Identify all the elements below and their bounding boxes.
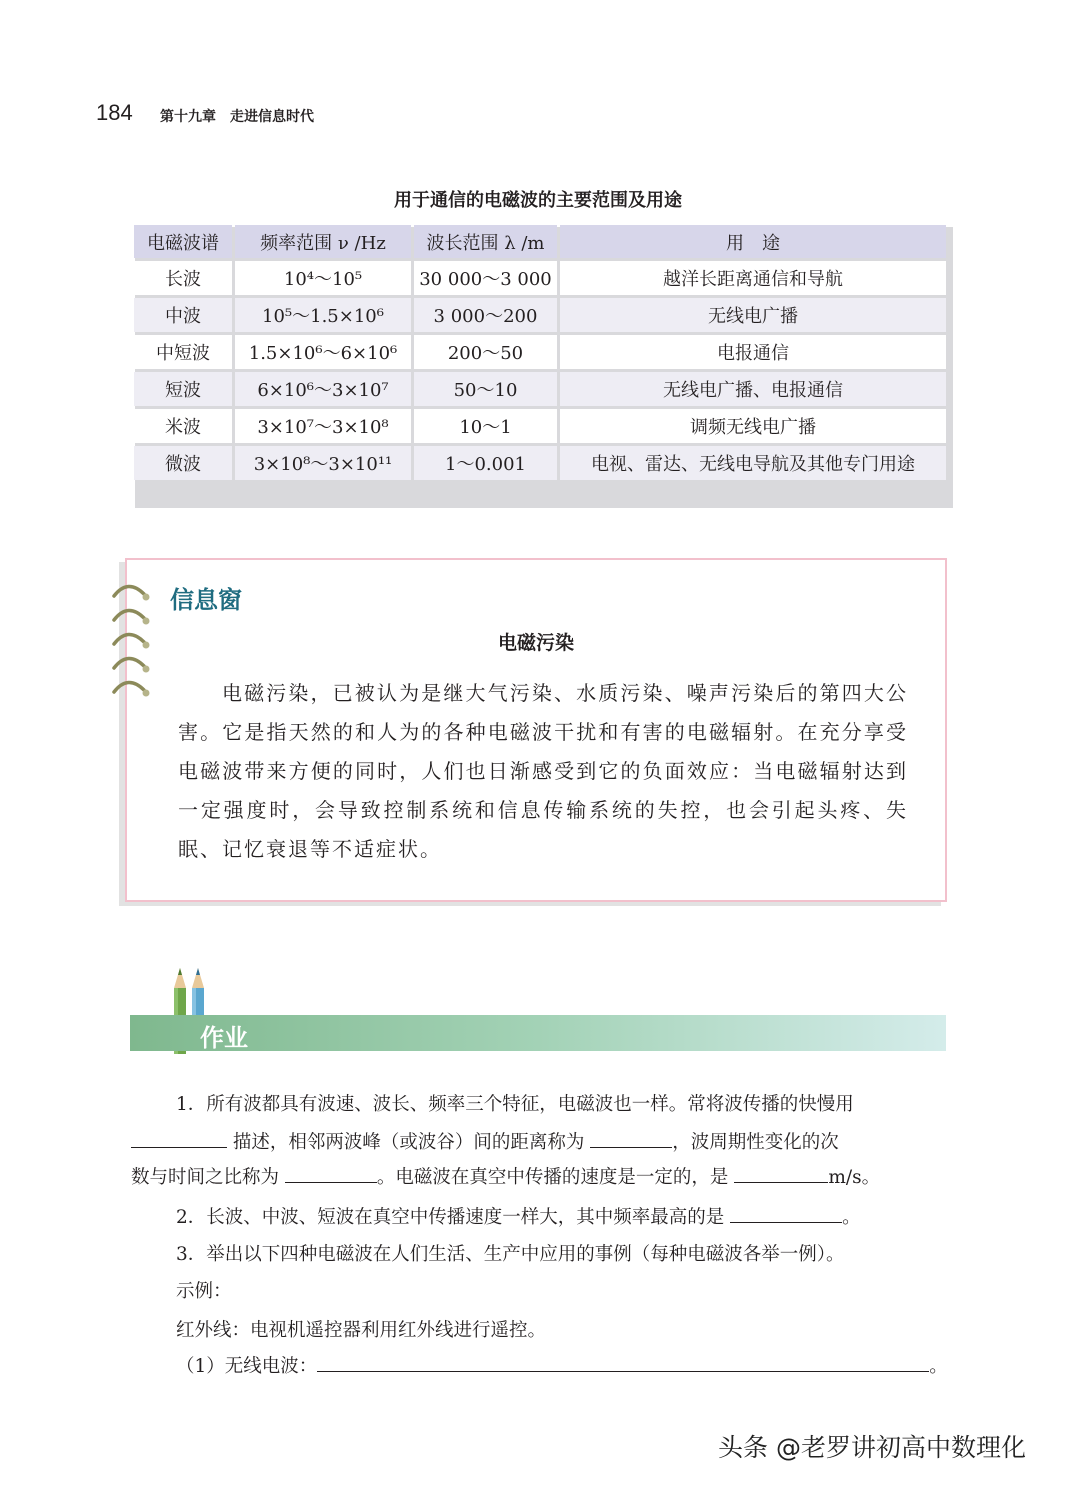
q1-line1: [176, 1090, 854, 1116]
table-row: [134, 335, 946, 369]
cell-wavelength: 1～0.001: [414, 446, 557, 480]
q1-text-2a: 描述，相邻两波峰（或波谷）间的距离称为: [232, 1132, 585, 1153]
table-row: [134, 372, 946, 406]
homework-banner: [130, 1015, 946, 1051]
info-window-subtitle: 电磁污染: [497, 632, 574, 654]
answer-blank-2[interactable]: [590, 1129, 672, 1148]
answer-blank-1[interactable]: [131, 1129, 227, 1148]
q1-text-2b: ，波周期性变化的次: [672, 1132, 839, 1153]
answer-blank-6[interactable]: [317, 1353, 929, 1372]
example-label: 示例：: [176, 1281, 232, 1302]
table-row: [134, 409, 946, 443]
page-number: 184: [96, 100, 133, 125]
answer-blank-3[interactable]: [285, 1164, 377, 1183]
q1-text-3c: m/s。: [828, 1167, 881, 1188]
cell-usage: 无线电广播、电报通信: [560, 372, 946, 406]
q1-text-3a: 数与时间之比称为: [131, 1167, 280, 1188]
cell-spectrum: 中波: [134, 298, 232, 332]
cell-frequency: 1.5×10⁶～6×10⁶: [235, 335, 411, 369]
q3-line: [176, 1240, 845, 1266]
answer-blank-5[interactable]: [730, 1204, 842, 1223]
chapter-title: 第十九章 走进信息时代: [160, 109, 314, 125]
table-row: [134, 446, 946, 480]
cell-spectrum: 中短波: [134, 335, 232, 369]
cell-usage: 调频无线电广播: [560, 409, 946, 443]
cell-spectrum: 微波: [134, 446, 232, 480]
cell-frequency: 10⁴～10⁵: [235, 261, 411, 295]
q1-text-1: 1．所有波都具有波速、波长、频率三个特征，电磁波也一样。常将波传播的快慢用: [176, 1094, 854, 1115]
cell-frequency: 3×10⁷～3×10⁸: [235, 409, 411, 443]
table-row: [134, 298, 946, 332]
q1-line2: [131, 1128, 839, 1154]
info-window-body: 电磁污染，已被认为是继大气污染、水质污染、噪声污染后的第四大公害。它是指天然的和人为的各种电磁波干扰和有害的电磁辐射。在充分享受电磁波带来方便的同时，人们也日渐感受到它的负面效应：当电磁辐射达到一定强度时，会导致控制系统和信息传输系统的失控，也会引起头疼、失眠、记忆衰退等不适症状。: [178, 681, 908, 861]
q3-text: 3．举出以下四种电磁波在人们生活、生产中应用的事例（每种电磁波各举一例）。: [176, 1244, 845, 1265]
cell-spectrum: 长波: [134, 261, 232, 295]
item1-label: （1）无线电波：: [176, 1356, 318, 1377]
cell-usage: 电报通信: [560, 335, 946, 369]
cell-wavelength: 30 000～3 000: [414, 261, 557, 295]
header-spectrum: 电磁波谱: [134, 225, 232, 258]
homework-title: 作业: [200, 1024, 248, 1052]
cell-frequency: 6×10⁶～3×10⁷: [235, 372, 411, 406]
table-row: [134, 261, 946, 295]
q2-text: 2．长波、中波、短波在真空中传播速度一样大，其中频率最高的是: [176, 1207, 725, 1228]
cell-usage: 无线电广播: [560, 298, 946, 332]
table-title: 用于通信的电磁波的主要范围及用途: [394, 190, 682, 211]
em-spectrum-table: [131, 222, 949, 483]
cell-wavelength: 3 000～200: [414, 298, 557, 332]
q1-line3: [131, 1163, 880, 1189]
q2-line: [176, 1203, 861, 1229]
cell-spectrum: 短波: [134, 372, 232, 406]
header-frequency: 频率范围 ν /Hz: [235, 225, 411, 258]
q3-item1: [176, 1352, 948, 1378]
cell-wavelength: 50～10: [414, 372, 557, 406]
info-window-title: 信息窗: [170, 586, 242, 614]
watermark: 头条 @老罗讲初高中数理化: [718, 1433, 1026, 1462]
cell-spectrum: 米波: [134, 409, 232, 443]
table-header-row: [134, 225, 946, 258]
cell-wavelength: 10～1: [414, 409, 557, 443]
example-text: 红外线：电视机遥控器利用红外线进行遥控。: [176, 1320, 547, 1341]
header-usage: 用 途: [560, 225, 946, 258]
item1-end: 。: [929, 1356, 948, 1377]
cell-usage: 电视、雷达、无线电导航及其他专门用途: [560, 446, 946, 480]
cell-usage: 越洋长距离通信和导航: [560, 261, 946, 295]
answer-blank-4[interactable]: [734, 1164, 828, 1183]
header-wavelength: 波长范围 λ /m: [414, 225, 557, 258]
cell-frequency: 3×10⁸～3×10¹¹: [235, 446, 411, 480]
cell-frequency: 10⁵～1.5×10⁶: [235, 298, 411, 332]
q1-text-3b: 。电磁波在真空中传播的速度是一定的，是: [376, 1167, 729, 1188]
cell-wavelength: 200～50: [414, 335, 557, 369]
q2-end: 。: [842, 1207, 861, 1228]
